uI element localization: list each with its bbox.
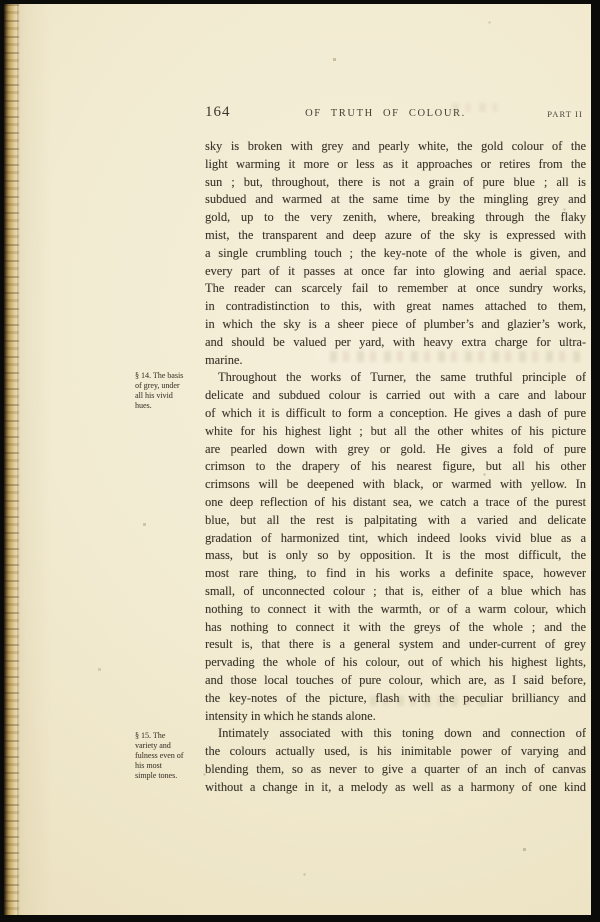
text-line: marine. (205, 352, 243, 367)
text-line: mist, the transparent and deep azure of the sky is expressed with (205, 227, 586, 242)
margin-note-section-14 (135, 371, 201, 411)
text-line: intensity in which he stands alone. (205, 708, 376, 723)
text-line: the colours actually used, is his inimitable power of varying and (205, 744, 586, 759)
margin-note-line: simple tones. (135, 771, 178, 780)
text-line: crimson to the drapery of his nearest figure, but all his other (205, 459, 586, 474)
text-line: has nothing to connect it with the greys of the whole ; and the (205, 619, 586, 634)
text-line: mass, but is only so by opposition. It is the most difficult, the (205, 548, 586, 563)
margin-note-line: all his vivid (135, 391, 173, 400)
text-line: sky is broken with grey and pearly white, the gold colour of the (205, 139, 586, 153)
text-line: small, of unconnected colour ; that is, either of a blue which has (205, 583, 586, 598)
ink-bleed-through-artifact (330, 351, 586, 362)
page-number: 164 (205, 104, 231, 120)
text-line: delicate and subdued colour is carried out with a care and labour (205, 388, 586, 403)
page-header (205, 104, 586, 124)
running-title: OF TRUTH OF COLOUR. (305, 108, 466, 119)
text-line: gold, up to the very zenith, where, breaking through the flaky (205, 210, 586, 225)
ink-bleed-through-artifact (452, 103, 500, 112)
text-line: light warming it more or less as it approaches or retires from the (205, 156, 586, 171)
margin-note-line: § 14. The basis (135, 371, 184, 380)
text-line: in which the sky is a sheer piece of plumber’s and glazier’s work, (205, 316, 586, 331)
text-line: are pearled down with grey or gold. He gives a fold of pure (205, 441, 586, 456)
text-line: gradation of harmonized tint, which indeed looks vivid blue as a (205, 530, 586, 545)
text-line: and should be valued per yard, with heavy extra charge for ultra- (205, 334, 586, 349)
text-line: a single crumbling touch ; the key-note of the whole is given, and (205, 245, 586, 260)
text-line: most rare thing, to find in his works a definite space, however (205, 566, 586, 581)
text-line: blue, but all the rest is palpitating with a varied and delicate (205, 512, 586, 527)
text-line: result is, that there is a general system and under-current of grey (205, 637, 586, 652)
text-line: sun ; but, throughout, there is not a grain of pure blue ; all is (205, 174, 586, 189)
margin-note-line: of grey, under (135, 381, 180, 390)
text-line: white for his highest light ; but all the other whites of his picture (205, 423, 586, 438)
ink-bleed-through-artifact (370, 696, 488, 706)
text-line: every part of it passes at once far into glowing and aerial space. (205, 263, 586, 278)
text-line: nothing to connect it with the warmth, or of a warm colour, which (205, 601, 586, 616)
text-line: blending them, so as never to give a quarter of an inch of canvas (205, 761, 586, 776)
margin-note-line: fulness even of (135, 751, 184, 760)
text-line: subdued and warmed at the same time by the mingling grey and (205, 192, 586, 207)
text-line: pervading the whole of his colour, out of which his highest lights, (205, 655, 586, 670)
text-line: without a change in it, a melody as well as a harmony of one kind (205, 779, 586, 794)
text-line: one deep reflection of his distant sea, we catch a trace of the purest (205, 494, 586, 509)
part-label: PART II (547, 109, 583, 119)
gutter-seam (17, 4, 20, 915)
margin-note-line: hues. (135, 401, 152, 410)
book-page (4, 4, 591, 915)
text-line: crimsons will be deepened with black, or warmed with yellow. In (205, 477, 586, 492)
margin-note-section-15 (135, 731, 201, 781)
margin-note-line: his most (135, 761, 162, 770)
text-line: and those local touches of pure colour, which are, as I said before, (205, 672, 586, 687)
text-line: the key-notes of the picture, flash with the peculiar brilliancy and (205, 690, 586, 705)
margin-note-line: § 15. The (135, 731, 166, 740)
text-line: in contradistinction to this, with great names attached to them, (205, 299, 586, 314)
text-line: Throughout the works of Turner, the same truthful principle of (218, 370, 586, 385)
text-line: of which it is difficult to form a conception. He gives a dash of pure (205, 405, 586, 420)
margin-note-line: variety and (135, 741, 171, 750)
text-line: Intimately associated with this toning down and connection of (218, 726, 586, 741)
text-line: The reader can scarcely fail to remember at once sundry works, (205, 281, 586, 296)
paper-speckles (4, 4, 5, 5)
